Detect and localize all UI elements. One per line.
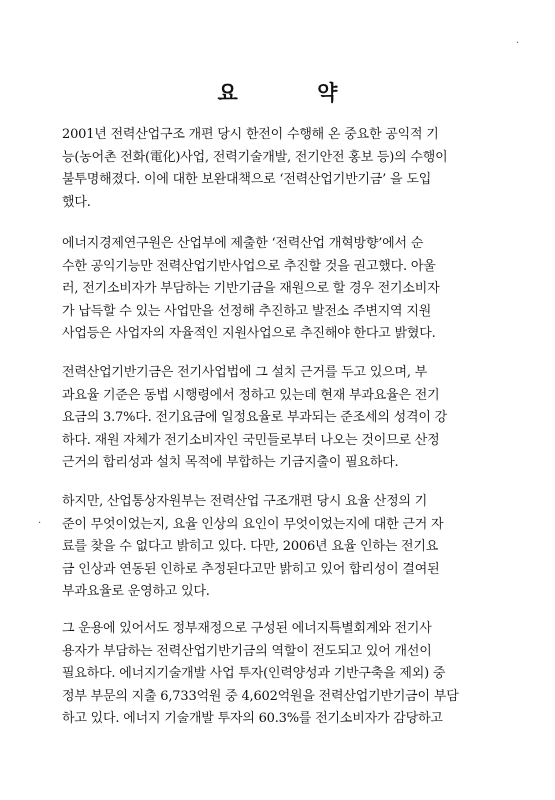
text-line: 하고 있다. 에너지 기술개발 투자의 60.3%를 전기소비자가 감당하고 bbox=[62, 711, 443, 727]
text-line: 과요율 기준은 동법 시행령에서 정하고 있는데 현재 부과요율은 전기 bbox=[62, 387, 440, 403]
paragraph-1 bbox=[62, 124, 502, 214]
text-line: 러, 전기소비자가 부담하는 기반기금을 재원으로 할 경우 전기소비자 bbox=[62, 281, 440, 297]
text-line: 용자가 부담하는 전력산업기반기금의 역할이 전도되고 있어 개선이 bbox=[62, 643, 432, 659]
text-line: 사업등은 사업자의 자율적인 지원사업으로 추진해야 한다고 밝혔다. bbox=[62, 326, 436, 342]
text-line: 하지만, 산업통상자원부는 전력산업 구조개편 당시 요율 산정의 기 bbox=[62, 494, 428, 509]
text-line: 필요하다. 에너지기술개발 사업 투자(인력양성과 기반구축을 제외) 중 bbox=[62, 666, 446, 682]
text-line: 2001년 전력산업구조 개편 당시 한전이 수행해 온 중요한 공익적 기 bbox=[62, 127, 439, 142]
text-line: 불투명해졌다. 이에 대한 보완대책으로 ‘전력산업기반기금’ 을 도입 bbox=[62, 172, 432, 188]
paragraph-3 bbox=[62, 362, 502, 475]
scan-speck: · bbox=[38, 518, 42, 529]
text-line: 하다. 재원 자체가 전기소비자인 국민들로부터 나오는 것이므로 산정 bbox=[62, 432, 440, 448]
text-line: 에너지경제연구원은 산업부에 제출한 ‘전력산업 개혁방향’에서 순 bbox=[62, 236, 424, 251]
page-title: 요 약 bbox=[217, 80, 374, 105]
text-line: 근거의 합리성과 설치 목적에 부합하는 기금지출이 필요하다. bbox=[62, 455, 399, 471]
paragraph-2 bbox=[62, 233, 502, 346]
text-line: 준이 무엇이었는지, 요율 인상의 요인이 무엇이었는지에 대한 근거 자 bbox=[62, 516, 444, 532]
text-line: 능(농어촌 전화(電化)사업, 전력기술개발, 전기안전 홍보 등)의 수행이 bbox=[62, 149, 448, 165]
scan-speck: · bbox=[516, 38, 520, 49]
text-line: 부과요율로 운영하고 있다. bbox=[62, 584, 210, 600]
text-line: 가 납득할 수 있는 사업만을 선정해 추진하고 발전소 주변지역 지원 bbox=[62, 303, 432, 319]
paragraph-4 bbox=[62, 491, 502, 604]
text-line: 요금의 3.7%다. 전기요금에 일정요율로 부과되는 준조세의 성격이 강 bbox=[62, 410, 447, 426]
text-line: 수한 공익기능만 전력산업기반사업으로 추진할 것을 권고했다. 아울 bbox=[62, 258, 436, 274]
text-line: 전력산업기반기금은 전기사업법에 그 설치 근거를 두고 있으며, 부 bbox=[62, 365, 428, 380]
text-line: 그 운용에 있어서도 정부재정으로 구성된 에너지특별회계와 전기사 bbox=[62, 621, 432, 636]
text-line: 료를 찾을 수 없다고 밝히고 있다. 다만, 2006년 요율 인하는 전기요 bbox=[62, 539, 439, 555]
paragraph-5 bbox=[62, 618, 502, 731]
text-line: 했다. bbox=[62, 194, 91, 210]
text-line: 금 인상과 연동된 인하로 추정된다고만 밝히고 있어 합리성이 결여된 bbox=[62, 561, 440, 577]
text-line: 정부 부문의 지출 6,733억원 중 4,602억원을 전력산업기반기금이 부담 bbox=[62, 688, 459, 704]
